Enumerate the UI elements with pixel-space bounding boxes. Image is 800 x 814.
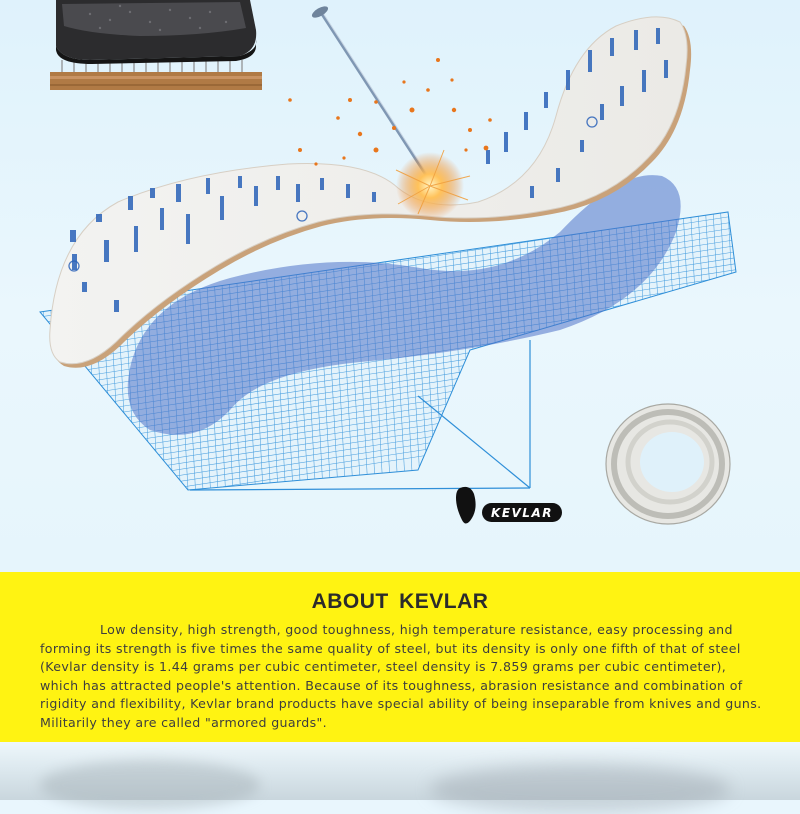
kevlar-fiber-roll [606, 404, 730, 524]
footprint-icon [456, 487, 476, 524]
footer-shadow-right [430, 764, 730, 814]
nail [310, 4, 429, 178]
footer-shadow-left [40, 760, 260, 810]
kevlar-badge [482, 503, 562, 522]
footer-image-strip [0, 742, 800, 800]
about-section [0, 572, 800, 742]
kevlar-badge-label: KEVLAR [491, 505, 553, 520]
about-title: ABOUT KEVLAR [311, 590, 489, 613]
shoe-on-nails-thumbnail [50, 0, 262, 90]
about-body: Low density, high strength, good toughness, high temperature resistance, easy processing and forming its strength is five times the same quality of steel, but its density is only one fifth of that of steel (Kevlar density is 1.44 grams per cubic centimeter, steel density is 7.859 grams per cubic centimeter), which has attracted people's attention. Because of its toughness, abrasion resistance and combination of rigidity and flexibility, Kevlar brand products have special ability of being inseparable from knives and guns. Militarily they are called "armored guards". [40, 622, 762, 730]
